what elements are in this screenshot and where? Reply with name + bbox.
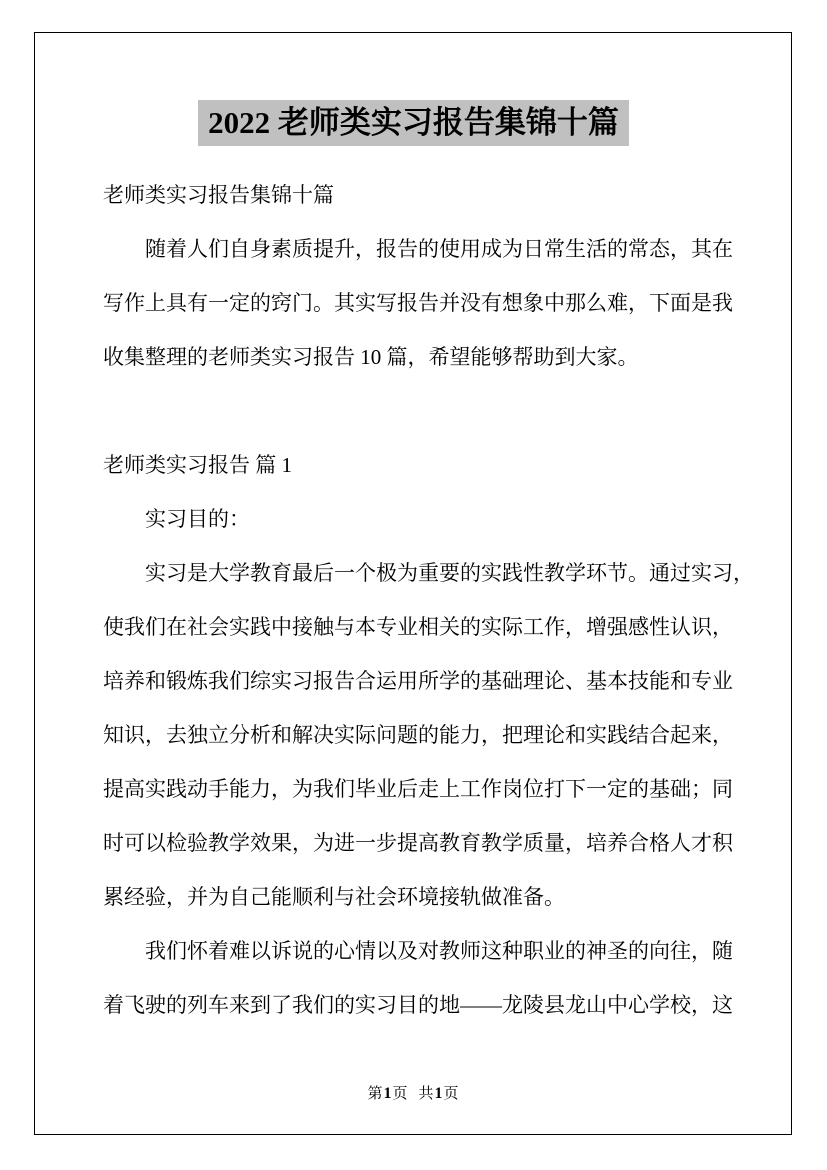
document-title-row bbox=[0, 100, 827, 146]
text-line: 使我们在社会实践中接触与本专业相关的实际工作，增强感性认识， bbox=[103, 615, 733, 639]
total-pages-number: 1 bbox=[434, 1085, 444, 1102]
text-line: 知识，去独立分析和解决实际问题的能力，把理论和实践结合起来， bbox=[103, 723, 733, 747]
text-line: 实习目的： bbox=[145, 507, 250, 531]
text-line: 实习是大学教育最后一个极为重要的实践性教学环节。通过实习， bbox=[145, 561, 754, 585]
text-line: 培养和锻炼我们综实习报告合运用所学的基础理论、基本技能和专业 bbox=[103, 669, 733, 693]
document-title: 2022 老师类实习报告集锦十篇 bbox=[198, 100, 629, 146]
text-line: 着飞驶的列车来到了我们的实习目的地——龙陵县龙山中心学校，这 bbox=[103, 993, 733, 1017]
text-line: 老师类实习报告 篇 1 bbox=[103, 453, 292, 477]
text-line: 提高实践动手能力，为我们毕业后走上工作岗位打下一定的基础；同 bbox=[103, 777, 733, 801]
text-line: 我们怀着难以诉说的心情以及对教师这种职业的神圣的向往，随 bbox=[145, 939, 733, 963]
text-line: 老师类实习报告集锦十篇 bbox=[103, 183, 334, 207]
text-line bbox=[103, 384, 739, 438]
text-line: 收集整理的老师类实习报告 10 篇，希望能够帮助到大家。 bbox=[103, 345, 639, 369]
text-line: 累经验，并为自己能顺利与社会环境接轨做准备。 bbox=[103, 885, 565, 909]
text-line: 时可以检验教学效果，为进一步提高教育教学质量，培养合格人才积 bbox=[103, 831, 733, 855]
page-footer bbox=[0, 1082, 827, 1103]
text-line: 写作上具有一定的窍门。其实写报告并没有想象中那么难，下面是我 bbox=[103, 291, 733, 315]
current-page-indicator: 第1页 bbox=[367, 1085, 409, 1102]
total-pages-indicator: 共1页 bbox=[418, 1085, 460, 1102]
document-body bbox=[103, 168, 754, 1032]
text-line: 随着人们自身素质提升，报告的使用成为日常生活的常态，其在 bbox=[145, 237, 733, 261]
current-page-number: 1 bbox=[383, 1085, 393, 1102]
